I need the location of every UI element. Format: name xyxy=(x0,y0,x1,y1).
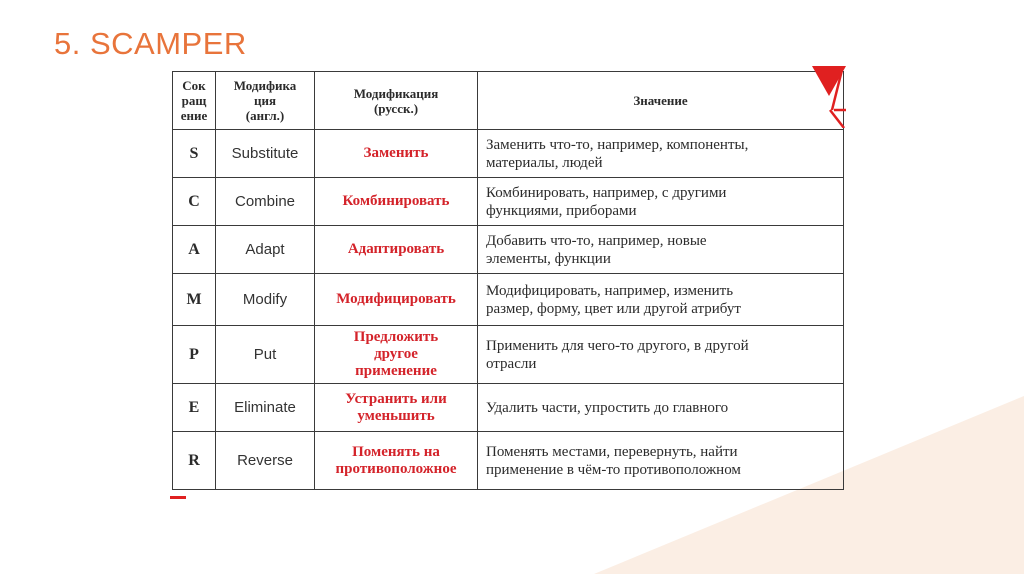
header-russian: Модификация (русск.) xyxy=(315,72,478,130)
header-meaning: Значение xyxy=(478,72,844,130)
table-row xyxy=(173,178,844,226)
row-abbr: S xyxy=(173,130,216,178)
table-row xyxy=(173,326,844,384)
row-russian: Устранить или уменьшить xyxy=(315,384,478,432)
header-abbreviation: Сок ращ ение xyxy=(173,72,216,130)
row-meaning: Применить для чего-то другого, в другой отрасли xyxy=(478,326,844,384)
row-russian: Комбинировать xyxy=(315,178,478,226)
row-english: Reverse xyxy=(216,432,315,490)
row-abbr: M xyxy=(173,274,216,326)
slide-title: 5. SCAMPER xyxy=(54,26,247,61)
row-english: Combine xyxy=(216,178,315,226)
row-abbr: P xyxy=(173,326,216,384)
table-row xyxy=(173,432,844,490)
table-row xyxy=(173,226,844,274)
row-meaning: Поменять местами, перевернуть, найти применение в чём-то противоположном xyxy=(478,432,844,490)
red-corner-mark-icon xyxy=(812,66,846,128)
row-english: Put xyxy=(216,326,315,384)
row-meaning: Добавить что-то, например, новые элементы, функции xyxy=(478,226,844,274)
row-russian: Предложить другое применение xyxy=(315,326,478,384)
scamper-table xyxy=(172,71,844,490)
row-english: Eliminate xyxy=(216,384,315,432)
row-russian: Адаптировать xyxy=(315,226,478,274)
row-abbr: C xyxy=(173,178,216,226)
row-abbr: A xyxy=(173,226,216,274)
row-english: Substitute xyxy=(216,130,315,178)
row-meaning: Модифицировать, например, изменить размер, форму, цвет или другой атрибут xyxy=(478,274,844,326)
row-russian: Модифицировать xyxy=(315,274,478,326)
row-russian: Заменить xyxy=(315,130,478,178)
table-row xyxy=(173,384,844,432)
row-meaning: Заменить что-то, например, компоненты, материалы, людей xyxy=(478,130,844,178)
row-abbr: R xyxy=(173,432,216,490)
table-header-row xyxy=(173,72,844,130)
header-english: Модифика ция (англ.) xyxy=(216,72,315,130)
row-english: Modify xyxy=(216,274,315,326)
red-bottom-mark xyxy=(170,496,186,499)
table-row xyxy=(173,130,844,178)
row-english: Adapt xyxy=(216,226,315,274)
row-meaning: Удалить части, упростить до главного xyxy=(478,384,844,432)
row-russian: Поменять на противоположное xyxy=(315,432,478,490)
table-row xyxy=(173,274,844,326)
row-meaning: Комбинировать, например, с другими функциями, приборами xyxy=(478,178,844,226)
row-abbr: E xyxy=(173,384,216,432)
